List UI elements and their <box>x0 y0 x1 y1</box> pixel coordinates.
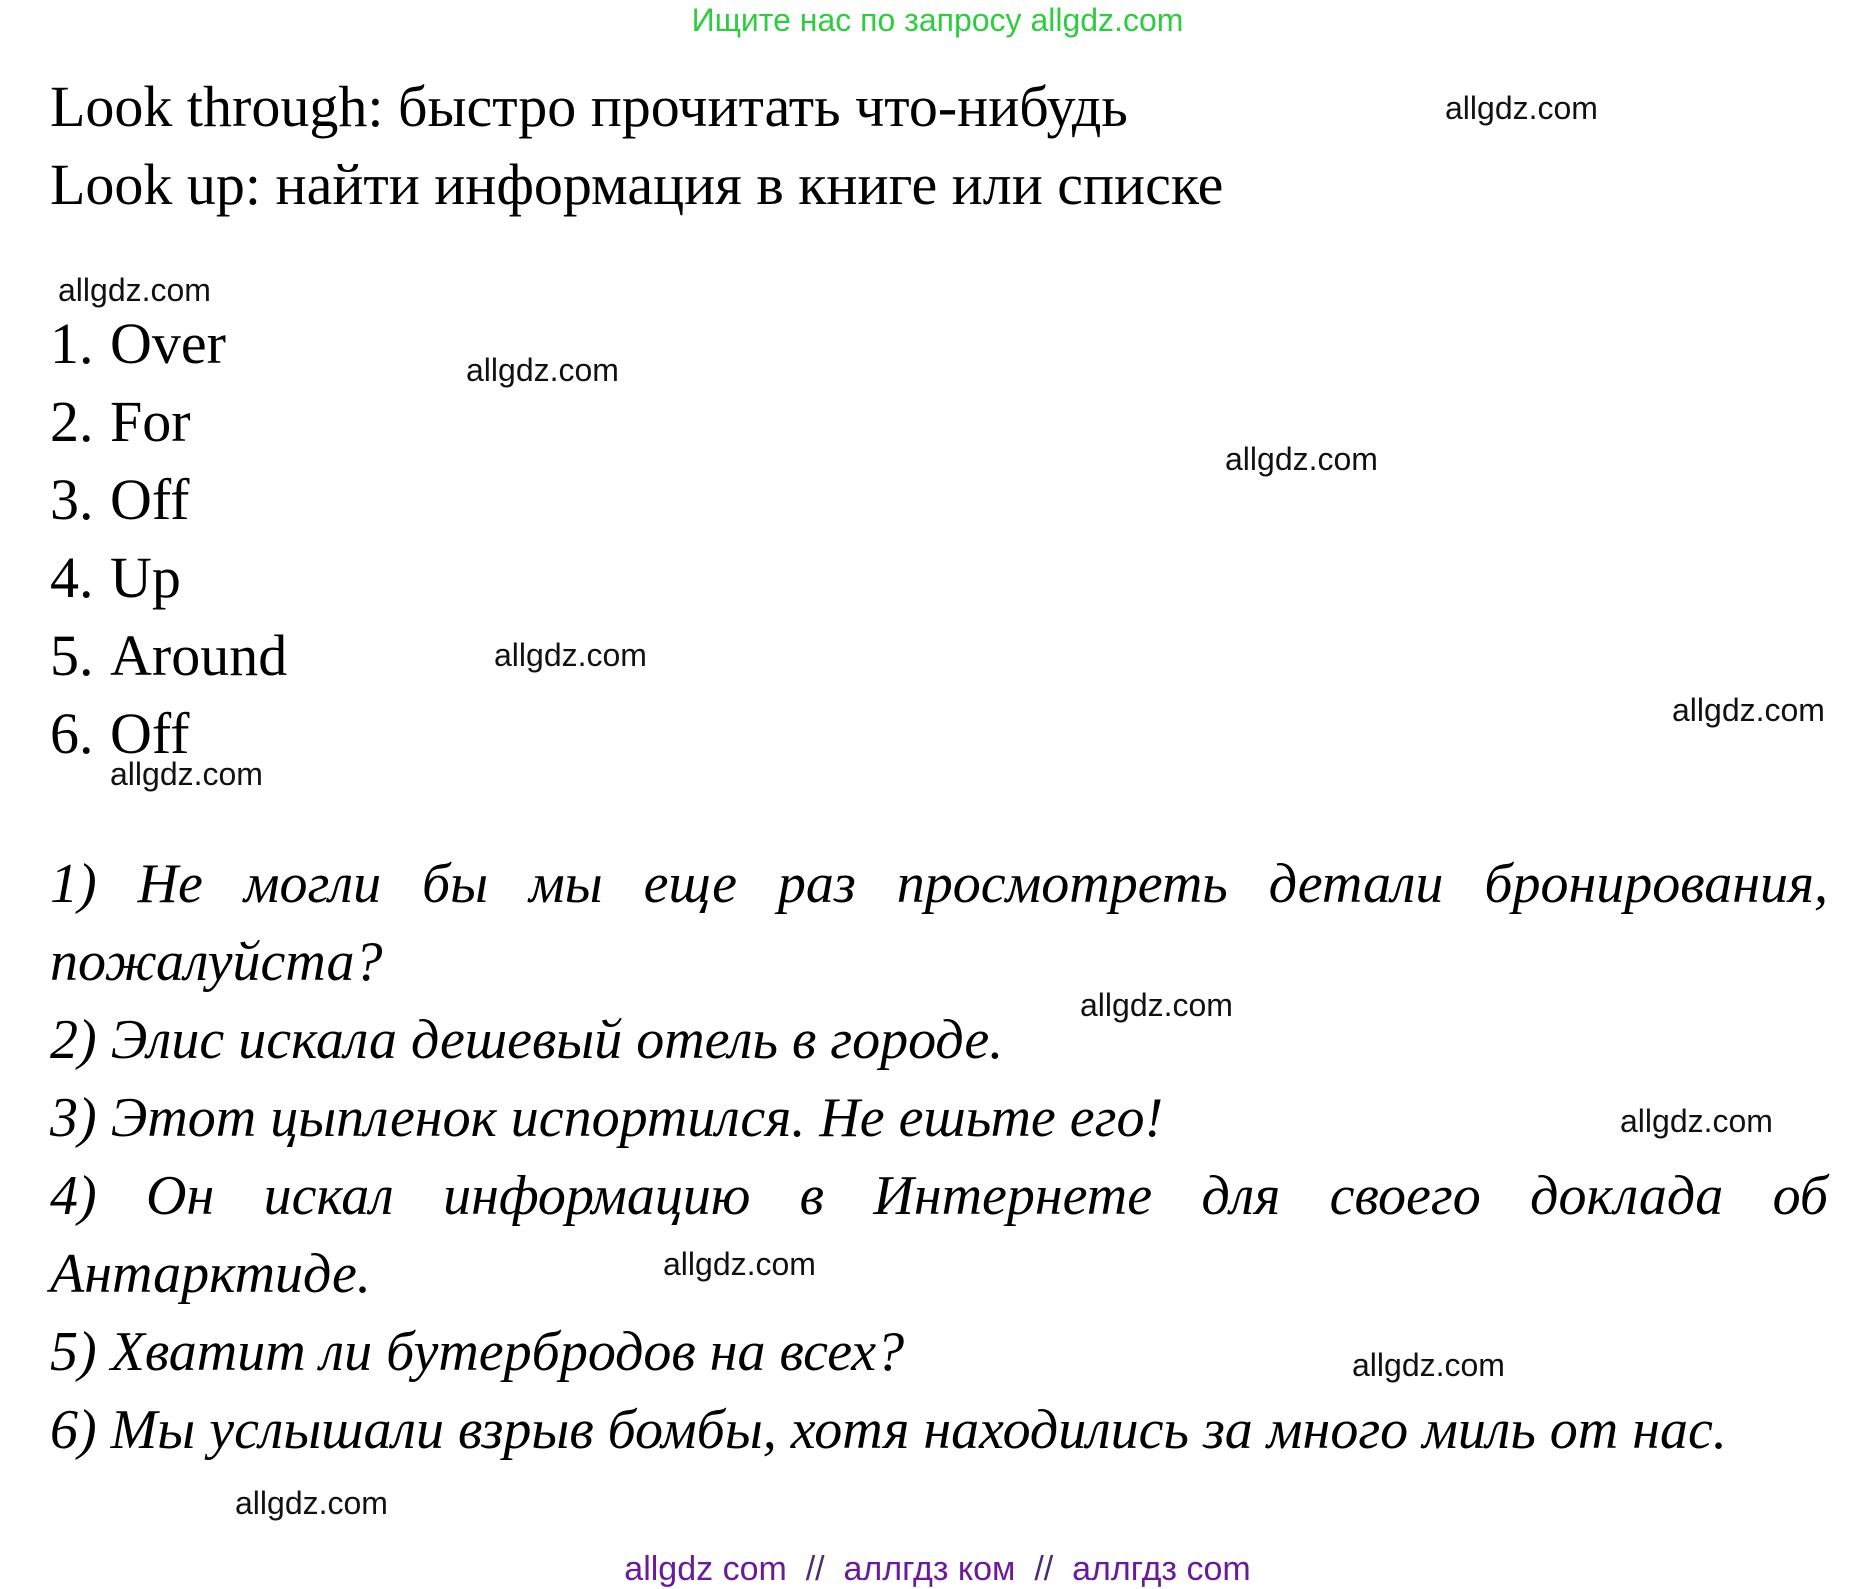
footer-part-1: allgdz com <box>624 1550 787 1588</box>
watermark: allgdz.com <box>58 272 211 308</box>
answer-number: 3. <box>50 467 94 532</box>
answer-item <box>50 617 287 695</box>
footer-separator: // <box>805 1550 825 1588</box>
answer-item <box>50 461 287 539</box>
translation-item: 2) Элис искала дешевый отель в городе. <box>50 1009 1004 1071</box>
watermark: allgdz.com <box>1080 987 1233 1023</box>
translation-item: 3) Этот цыпленок испортился. Не ешьте его! <box>50 1087 1164 1149</box>
translation-item: 4) Он искал информацию в Интернете для своего доклада об Антарктиде. <box>50 1165 1828 1305</box>
watermark: allgdz.com <box>1620 1103 1773 1139</box>
answer-item <box>50 539 287 617</box>
answer-number: 4. <box>50 545 94 610</box>
translation-item: 1) Не могли бы мы еще раз просмотреть детали бронирования, пожалуйста? <box>50 853 1828 993</box>
watermark: allgdz.com <box>494 637 647 673</box>
footer <box>0 1550 1875 1589</box>
answer-number: 1. <box>50 311 94 376</box>
watermark: allgdz.com <box>1225 441 1378 477</box>
answer-word: Off <box>110 467 190 532</box>
answer-number: 5. <box>50 623 94 688</box>
footer-part-3: аллгдз com <box>1072 1550 1251 1588</box>
answer-word: Up <box>110 545 181 610</box>
watermark: allgdz.com <box>1672 692 1825 728</box>
answer-item <box>50 383 287 461</box>
watermark: allgdz.com <box>466 352 619 388</box>
answer-word: Off <box>110 701 190 766</box>
answer-number: 6. <box>50 701 94 766</box>
watermark: allgdz.com <box>663 1246 816 1282</box>
answer-word: Around <box>110 623 288 688</box>
translation-item: 6) Мы услышали взрыв бомбы, хотя находились за много миль от нас. <box>50 1399 1727 1461</box>
watermark: allgdz.com <box>1352 1347 1505 1383</box>
footer-separator: // <box>1034 1550 1054 1588</box>
translation-item: 5) Хватит ли бутербродов на всех? <box>50 1321 905 1383</box>
watermark: allgdz.com <box>110 756 263 792</box>
answer-list <box>50 305 287 773</box>
answer-item <box>50 305 287 383</box>
definition-look-up: Look up: найти информация в книге или списке <box>50 152 1224 217</box>
watermark: allgdz.com <box>235 1485 388 1521</box>
answer-word: Over <box>110 311 226 376</box>
answer-number: 2. <box>50 389 94 454</box>
watermark: allgdz.com <box>1445 90 1598 126</box>
translation-list <box>50 845 1828 1469</box>
footer-part-2: аллгдз ком <box>843 1550 1016 1588</box>
top-banner: Ищите нас по запросу allgdz.com <box>691 2 1184 38</box>
answer-word: For <box>110 389 191 454</box>
definition-look-through: Look through: быстро прочитать что-нибудь <box>50 74 1128 139</box>
